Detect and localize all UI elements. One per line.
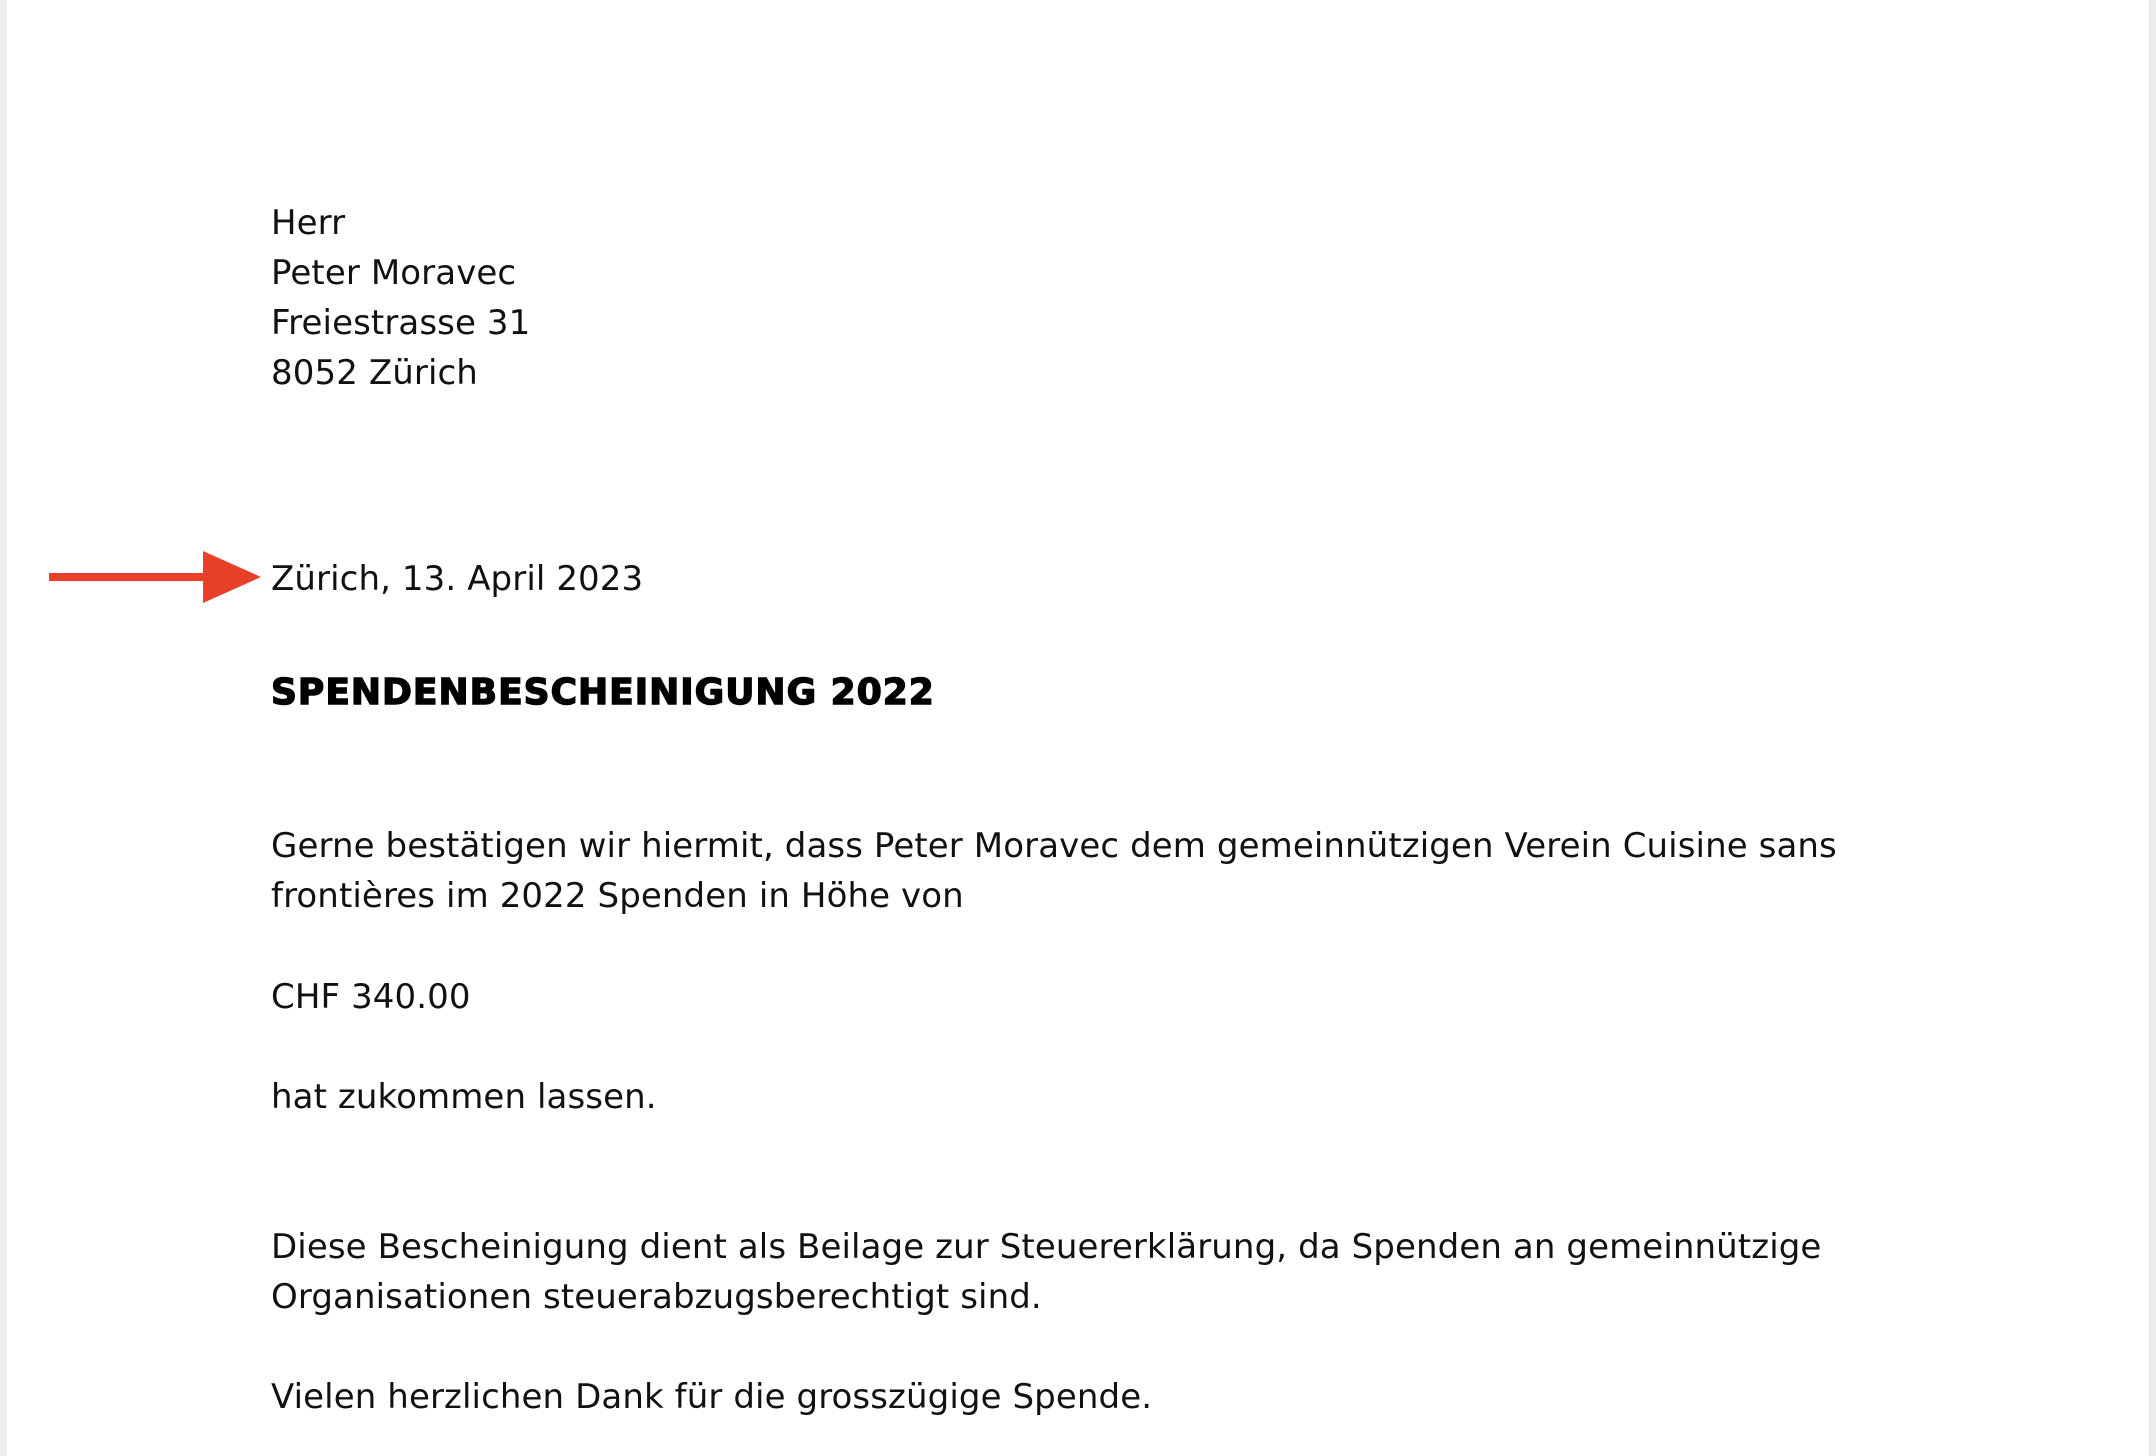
body-paragraph-2: hat zukommen lassen. <box>271 1077 657 1117</box>
right-margin <box>2149 0 2156 1456</box>
document-page <box>7 0 2149 1456</box>
body-paragraph-3-line-2: Organisationen steuerabzugsberechtigt sind. <box>271 1277 1042 1317</box>
body-paragraph-1-line-2: frontières im 2022 Spenden in Höhe von <box>271 876 964 916</box>
left-margin <box>0 0 7 1456</box>
recipient-street: Freiestrasse 31 <box>271 303 531 343</box>
recipient-city: 8052 Zürich <box>271 353 478 393</box>
recipient-salutation: Herr <box>271 203 346 243</box>
body-paragraph-3-line-1: Diese Bescheinigung dient als Beilage zur Steuererklärung, da Spenden an gemeinnützige <box>271 1227 1822 1267</box>
closing-thanks: Vielen herzlichen Dank für die grosszügige Spende. <box>271 1377 1153 1417</box>
date-line: Zürich, 13. April 2023 <box>271 559 644 599</box>
donation-amount: CHF 340.00 <box>271 977 471 1017</box>
recipient-name: Peter Moravec <box>271 253 517 293</box>
body-paragraph-1-line-1: Gerne bestätigen wir hiermit, dass Peter Moravec dem gemeinnützigen Verein Cuisine sans <box>271 826 1837 866</box>
right-arrow-icon <box>49 548 269 606</box>
document-title: SPENDENBESCHEINIGUNG 2022 <box>271 672 935 713</box>
